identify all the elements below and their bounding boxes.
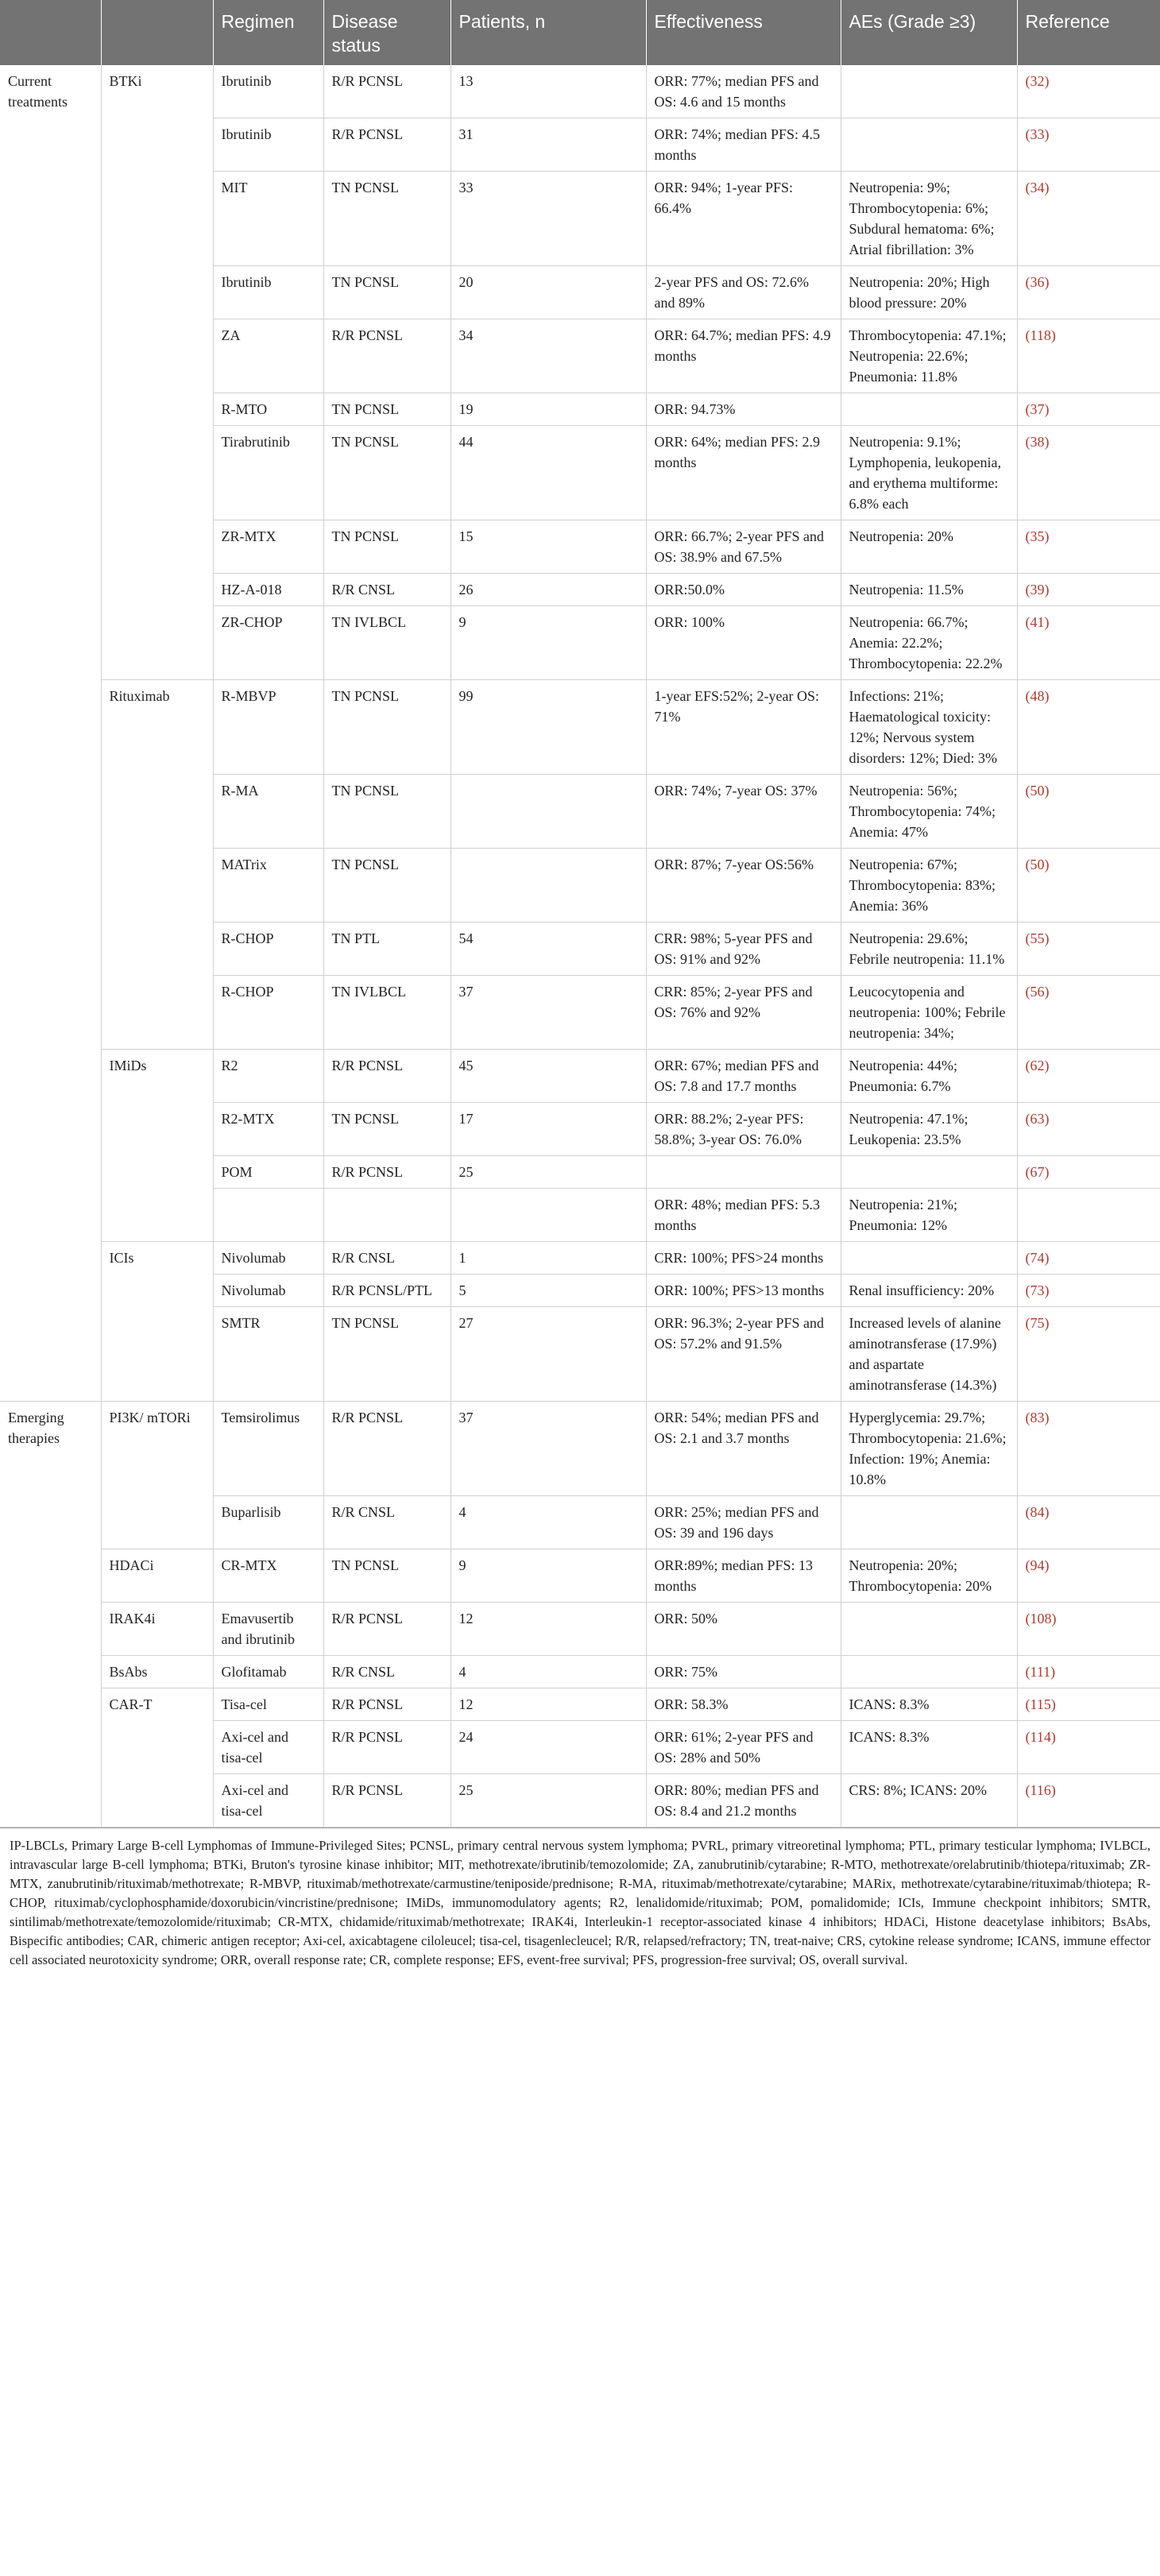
category-cell — [0, 574, 101, 606]
category-cell — [0, 1307, 101, 1402]
category-cell — [0, 849, 101, 922]
category-cell — [0, 118, 101, 172]
category-cell — [0, 319, 101, 393]
regimen-cell: Emavusertib and ibrutinib — [213, 1603, 323, 1656]
patients-cell — [450, 849, 646, 922]
table-row — [0, 976, 1160, 1050]
patients-cell: 5 — [450, 1274, 646, 1307]
disease-status-cell: R/R PCNSL/PTL — [323, 1274, 450, 1307]
effectiveness-cell: ORR: 94%; 1-year PFS: 66.4% — [646, 172, 841, 266]
drug-class-cell — [101, 976, 213, 1050]
regimen-cell: R-MTO — [213, 393, 323, 426]
disease-status-cell: TN PTL — [323, 922, 450, 976]
aes-cell — [841, 65, 1017, 118]
table-row — [0, 393, 1160, 426]
category-cell — [0, 1688, 101, 1721]
patients-cell: 13 — [450, 65, 646, 118]
regimen-cell: Glofitamab — [213, 1656, 323, 1688]
effectiveness-cell — [646, 1156, 841, 1189]
reference-cell: (41) — [1017, 606, 1160, 680]
disease-status-cell — [323, 1189, 450, 1242]
aes-cell — [841, 393, 1017, 426]
effectiveness-cell: ORR: 64.7%; median PFS: 4.9 months — [646, 319, 841, 393]
disease-status-cell: R/R PCNSL — [323, 1603, 450, 1656]
aes-cell: Infections: 21%; Haematological toxicity: 12%; Nervous system disorders: 12%; Died: 3% — [841, 680, 1017, 775]
disease-status-cell: TN PCNSL — [323, 426, 450, 520]
drug-class-cell: BTKi — [101, 65, 213, 118]
aes-cell: Leucocytopenia and neutropenia: 100%; Febrile neutropenia: 34%; — [841, 976, 1017, 1050]
table-row — [0, 1156, 1160, 1189]
effectiveness-cell: ORR: 54%; median PFS and OS: 2.1 and 3.7 months — [646, 1402, 841, 1496]
disease-status-cell: TN PCNSL — [323, 393, 450, 426]
reference-cell: (55) — [1017, 922, 1160, 976]
effectiveness-cell: 2-year PFS and OS: 72.6% and 89% — [646, 266, 841, 319]
regimen-cell: Nivolumab — [213, 1242, 323, 1274]
reference-cell: (35) — [1017, 520, 1160, 574]
drug-class-cell — [101, 574, 213, 606]
table-row — [0, 1307, 1160, 1402]
table-row — [0, 1721, 1160, 1774]
regimen-cell: SMTR — [213, 1307, 323, 1402]
disease-status-cell: R/R PCNSL — [323, 1402, 450, 1496]
aes-cell: Neutropenia: 29.6%; Febrile neutropenia: 11.1% — [841, 922, 1017, 976]
regimen-cell: HZ-A-018 — [213, 574, 323, 606]
patients-cell: 34 — [450, 319, 646, 393]
disease-status-cell: TN PCNSL — [323, 172, 450, 266]
reference-cell: (32) — [1017, 65, 1160, 118]
disease-status-cell: R/R CNSL — [323, 1656, 450, 1688]
category-cell — [0, 1050, 101, 1103]
effectiveness-cell: ORR: 88.2%; 2-year PFS: 58.8%; 3-year OS: 76.0% — [646, 1103, 841, 1156]
aes-cell — [841, 1496, 1017, 1549]
table-row — [0, 65, 1160, 118]
disease-status-cell: TN PCNSL — [323, 1549, 450, 1603]
patients-cell: 24 — [450, 1721, 646, 1774]
regimen-cell: MIT — [213, 172, 323, 266]
category-cell: Current treatments — [0, 65, 101, 118]
category-cell — [0, 922, 101, 976]
reference-cell: (62) — [1017, 1050, 1160, 1103]
regimen-cell: Ibrutinib — [213, 118, 323, 172]
effectiveness-cell: ORR: 100%; PFS>13 months — [646, 1274, 841, 1307]
reference-cell: (111) — [1017, 1656, 1160, 1688]
drug-class-cell — [101, 426, 213, 520]
disease-status-cell: TN IVLBCL — [323, 976, 450, 1050]
patients-cell: 12 — [450, 1688, 646, 1721]
category-cell — [0, 606, 101, 680]
disease-status-cell: TN PCNSL — [323, 520, 450, 574]
regimen-cell: R-MA — [213, 775, 323, 849]
regimen-cell: Buparlisib — [213, 1496, 323, 1549]
aes-cell: Increased levels of alanine aminotransferase (17.9%) and aspartate aminotransferase (14.3%) — [841, 1307, 1017, 1402]
reference-cell: (56) — [1017, 976, 1160, 1050]
header-aes: AEs (Grade ≥3) — [841, 0, 1017, 65]
effectiveness-cell: ORR: 96.3%; 2-year PFS and OS: 57.2% and 91.5% — [646, 1307, 841, 1402]
aes-cell: Neutropenia: 9.1%; Lymphopenia, leukopenia, and erythema multiforme: 6.8% each — [841, 426, 1017, 520]
patients-cell — [450, 1189, 646, 1242]
drug-class-cell: ICIs — [101, 1242, 213, 1274]
category-cell — [0, 1549, 101, 1603]
regimen-cell: ZR-CHOP — [213, 606, 323, 680]
drug-class-cell: IMiDs — [101, 1050, 213, 1103]
effectiveness-cell: ORR: 87%; 7-year OS:56% — [646, 849, 841, 922]
patients-cell: 9 — [450, 1549, 646, 1603]
reference-cell: (63) — [1017, 1103, 1160, 1156]
regimen-cell: Tisa-cel — [213, 1688, 323, 1721]
disease-status-cell: R/R PCNSL — [323, 1721, 450, 1774]
effectiveness-cell: ORR: 100% — [646, 606, 841, 680]
regimen-cell: ZA — [213, 319, 323, 393]
reference-cell: (34) — [1017, 172, 1160, 266]
patients-cell: 17 — [450, 1103, 646, 1156]
drug-class-cell — [101, 1156, 213, 1189]
regimen-cell: CR-MTX — [213, 1549, 323, 1603]
category-cell — [0, 976, 101, 1050]
drug-class-cell — [101, 393, 213, 426]
reference-cell — [1017, 1189, 1160, 1242]
category-cell — [0, 1603, 101, 1656]
table-footnote: IP-LBCLs, Primary Large B-cell Lymphomas of Immune-Privileged Sites; PCNSL, primary central nervous system lymphoma; PVRL, primary vitreoretinal lymphoma; PTL, primary testicular lymphoma; IVLBCL, intravascular large B-cell lymphoma; BTKi, Bruton's tyrosine kinase inhibitor; MIT, methotrexate/ibrutinib/temozolomide; ZA, zanubrutinib/cytarabine; R-MTO, methotrexate/orelabrutinib/thiotepa/rituximab; ZR-MTX, zanubrutinib/rituximab/methotrexate; R-MBVP, rituximab/methotrexate/carmustine/teniposide/prednisone; R-MA, rituximab/methotrexate/cytarabine; MARix, methotrexate/cytarabine/rituximab/thiotepa; R-CHOP, rituximab/cyclophosphamide/doxorubicin/vincristine/prednisone; IMiDs, immunomodulatory agents; R2, lenalidomide/rituximab; POM, pomalidomide; ICIs, Immune checkpoint inhibitors; SMTR, sintilimab/methotrexate/temozolomide/rituximab; CR-MTX, chidamide/rituximab/methotrexate; IRAK4i, Interleukin-1 receptor-associated kinase 4 inhibitors; HDACi, Histone deacetylase inhibitors; BsAbs, Bispecific antibodies; CAR, chimeric antigen receptor; Axi-cel, axicabtagene ciloleucel; tisa-cel, tisagenlecleucel; R/R, relapsed/refractory; TN, treat-naive; CRS, cytokine release syndrome; ICANS, immune effector cell associated neurotoxicity syndrome; ORR, overall response rate; CR, complete response; EFS, event-free survival; PFS, progression-free survival; OS, overall survival. — [0, 1828, 1160, 1970]
regimen-cell: ZR-MTX — [213, 520, 323, 574]
effectiveness-cell: ORR: 75% — [646, 1656, 841, 1688]
header-effectiveness: Effectiveness — [646, 0, 841, 65]
reference-cell: (83) — [1017, 1402, 1160, 1496]
drug-class-cell — [101, 266, 213, 319]
regimen-cell: POM — [213, 1156, 323, 1189]
effectiveness-cell: CRR: 85%; 2-year PFS and OS: 76% and 92% — [646, 976, 841, 1050]
header-regimen: Regimen — [213, 0, 323, 65]
table-row — [0, 1050, 1160, 1103]
aes-cell: Renal insufficiency: 20% — [841, 1274, 1017, 1307]
drug-class-cell — [101, 1496, 213, 1549]
drug-class-cell: Rituximab — [101, 680, 213, 775]
aes-cell: Neutropenia: 11.5% — [841, 574, 1017, 606]
aes-cell: Neutropenia: 56%; Thrombocytopenia: 74%; Anemia: 47% — [841, 775, 1017, 849]
category-cell — [0, 1156, 101, 1189]
patients-cell: 31 — [450, 118, 646, 172]
disease-status-cell: R/R CNSL — [323, 1496, 450, 1549]
category-cell — [0, 1274, 101, 1307]
aes-cell: ICANS: 8.3% — [841, 1721, 1017, 1774]
category-cell: Emerging therapies — [0, 1402, 101, 1496]
patients-cell: 27 — [450, 1307, 646, 1402]
table-row — [0, 520, 1160, 574]
reference-cell: (38) — [1017, 426, 1160, 520]
reference-cell: (75) — [1017, 1307, 1160, 1402]
patients-cell: 4 — [450, 1656, 646, 1688]
drug-class-cell: HDACi — [101, 1549, 213, 1603]
disease-status-cell: TN PCNSL — [323, 775, 450, 849]
aes-cell: Neutropenia: 9%; Thrombocytopenia: 6%; Subdural hematoma: 6%; Atrial fibrillation: 3% — [841, 172, 1017, 266]
table-row — [0, 606, 1160, 680]
regimen-cell: Ibrutinib — [213, 65, 323, 118]
category-cell — [0, 1242, 101, 1274]
disease-status-cell: R/R CNSL — [323, 574, 450, 606]
effectiveness-cell: 1-year EFS:52%; 2-year OS: 71% — [646, 680, 841, 775]
regimen-cell: Axi-cel and tisa-cel — [213, 1721, 323, 1774]
header-patients: Patients, n — [450, 0, 646, 65]
regimen-cell: Ibrutinib — [213, 266, 323, 319]
category-cell — [0, 426, 101, 520]
table-row — [0, 922, 1160, 976]
patients-cell — [450, 775, 646, 849]
disease-status-cell: R/R PCNSL — [323, 1688, 450, 1721]
table-row — [0, 118, 1160, 172]
regimen-cell: R2 — [213, 1050, 323, 1103]
disease-status-cell: TN IVLBCL — [323, 606, 450, 680]
drug-class-cell — [101, 849, 213, 922]
table-row — [0, 849, 1160, 922]
category-cell — [0, 266, 101, 319]
category-cell — [0, 393, 101, 426]
effectiveness-cell: ORR: 66.7%; 2-year PFS and OS: 38.9% and 67.5% — [646, 520, 841, 574]
drug-class-cell — [101, 1721, 213, 1774]
category-cell — [0, 1721, 101, 1774]
disease-status-cell: TN PCNSL — [323, 1103, 450, 1156]
patients-cell: 44 — [450, 426, 646, 520]
aes-cell — [841, 1603, 1017, 1656]
effectiveness-cell: ORR: 61%; 2-year PFS and OS: 28% and 50% — [646, 1721, 841, 1774]
patients-cell: 54 — [450, 922, 646, 976]
drug-class-cell: BsAbs — [101, 1656, 213, 1688]
patients-cell: 37 — [450, 976, 646, 1050]
table-row — [0, 1549, 1160, 1603]
table-row — [0, 319, 1160, 393]
table-row — [0, 1402, 1160, 1496]
effectiveness-cell: ORR: 80%; median PFS and OS: 8.4 and 21.2 months — [646, 1774, 841, 1828]
drug-class-cell — [101, 922, 213, 976]
header-disease-status: Disease status — [323, 0, 450, 65]
category-cell — [0, 1103, 101, 1156]
category-cell — [0, 775, 101, 849]
reference-cell: (33) — [1017, 118, 1160, 172]
drug-class-cell — [101, 1274, 213, 1307]
patients-cell: 99 — [450, 680, 646, 775]
table-row — [0, 1242, 1160, 1274]
category-cell — [0, 680, 101, 775]
category-cell — [0, 1496, 101, 1549]
aes-cell: Neutropenia: 66.7%; Anemia: 22.2%; Thrombocytopenia: 22.2% — [841, 606, 1017, 680]
aes-cell: ICANS: 8.3% — [841, 1688, 1017, 1721]
table-row — [0, 1774, 1160, 1828]
aes-cell: Neutropenia: 67%; Thrombocytopenia: 83%; Anemia: 36% — [841, 849, 1017, 922]
table-row — [0, 1274, 1160, 1307]
drug-class-cell — [101, 775, 213, 849]
regimen-cell — [213, 1189, 323, 1242]
drug-class-cell: IRAK4i — [101, 1603, 213, 1656]
table-header-row — [0, 0, 1160, 65]
patients-cell: 1 — [450, 1242, 646, 1274]
reference-cell: (94) — [1017, 1549, 1160, 1603]
header-category — [0, 0, 101, 65]
table-row — [0, 1603, 1160, 1656]
category-cell — [0, 1189, 101, 1242]
drug-class-cell: CAR-T — [101, 1688, 213, 1721]
table-row — [0, 172, 1160, 266]
table-row — [0, 1189, 1160, 1242]
reference-cell: (74) — [1017, 1242, 1160, 1274]
header-reference: Reference — [1017, 0, 1160, 65]
effectiveness-cell: ORR:89%; median PFS: 13 months — [646, 1549, 841, 1603]
table-row — [0, 680, 1160, 775]
reference-cell: (108) — [1017, 1603, 1160, 1656]
aes-cell: Neutropenia: 21%; Pneumonia: 12% — [841, 1189, 1017, 1242]
aes-cell: Neutropenia: 20%; Thrombocytopenia: 20% — [841, 1549, 1017, 1603]
table-body — [0, 65, 1160, 1828]
effectiveness-cell: ORR: 50% — [646, 1603, 841, 1656]
effectiveness-cell: ORR: 58.3% — [646, 1688, 841, 1721]
patients-cell: 4 — [450, 1496, 646, 1549]
regimen-cell: Tirabrutinib — [213, 426, 323, 520]
aes-cell: Thrombocytopenia: 47.1%; Neutropenia: 22.6%; Pneumonia: 11.8% — [841, 319, 1017, 393]
drug-class-cell — [101, 1774, 213, 1828]
aes-cell: CRS: 8%; ICANS: 20% — [841, 1774, 1017, 1828]
effectiveness-cell: CRR: 98%; 5-year PFS and OS: 91% and 92% — [646, 922, 841, 976]
drug-class-cell — [101, 520, 213, 574]
effectiveness-cell: ORR: 77%; median PFS and OS: 4.6 and 15 months — [646, 65, 841, 118]
drug-class-cell — [101, 1307, 213, 1402]
reference-cell: (36) — [1017, 266, 1160, 319]
patients-cell: 20 — [450, 266, 646, 319]
category-cell — [0, 172, 101, 266]
aes-cell — [841, 1656, 1017, 1688]
drug-class-cell — [101, 118, 213, 172]
reference-cell: (73) — [1017, 1274, 1160, 1307]
regimen-cell: R2-MTX — [213, 1103, 323, 1156]
disease-status-cell: R/R PCNSL — [323, 1774, 450, 1828]
aes-cell — [841, 118, 1017, 172]
regimen-cell: R-CHOP — [213, 976, 323, 1050]
reference-cell: (48) — [1017, 680, 1160, 775]
regimen-cell: MATrix — [213, 849, 323, 922]
aes-cell: Neutropenia: 20%; High blood pressure: 20% — [841, 266, 1017, 319]
header-drug-class — [101, 0, 213, 65]
reference-cell: (114) — [1017, 1721, 1160, 1774]
drug-class-cell: PI3K/ mTORi — [101, 1402, 213, 1496]
regimen-cell: Nivolumab — [213, 1274, 323, 1307]
disease-status-cell: TN PCNSL — [323, 849, 450, 922]
reference-cell: (37) — [1017, 393, 1160, 426]
drug-class-cell — [101, 1189, 213, 1242]
patients-cell: 12 — [450, 1603, 646, 1656]
disease-status-cell: R/R PCNSL — [323, 1050, 450, 1103]
patients-cell: 9 — [450, 606, 646, 680]
effectiveness-cell: CRR: 100%; PFS>24 months — [646, 1242, 841, 1274]
drug-class-cell — [101, 172, 213, 266]
patients-cell: 26 — [450, 574, 646, 606]
patients-cell: 19 — [450, 393, 646, 426]
aes-cell: Neutropenia: 44%; Pneumonia: 6.7% — [841, 1050, 1017, 1103]
category-cell — [0, 1774, 101, 1828]
effectiveness-cell: ORR: 48%; median PFS: 5.3 months — [646, 1189, 841, 1242]
patients-cell: 25 — [450, 1156, 646, 1189]
reference-cell: (39) — [1017, 574, 1160, 606]
reference-cell: (50) — [1017, 849, 1160, 922]
patients-cell: 33 — [450, 172, 646, 266]
effectiveness-cell: ORR: 94.73% — [646, 393, 841, 426]
table-row — [0, 1103, 1160, 1156]
regimen-cell: Axi-cel and tisa-cel — [213, 1774, 323, 1828]
aes-cell — [841, 1242, 1017, 1274]
drug-class-cell — [101, 1103, 213, 1156]
disease-status-cell: TN PCNSL — [323, 680, 450, 775]
drug-class-cell — [101, 606, 213, 680]
regimen-cell: Temsirolimus — [213, 1402, 323, 1496]
disease-status-cell: R/R PCNSL — [323, 1156, 450, 1189]
patients-cell: 25 — [450, 1774, 646, 1828]
effectiveness-cell: ORR: 74%; 7-year OS: 37% — [646, 775, 841, 849]
disease-status-cell: R/R PCNSL — [323, 118, 450, 172]
disease-status-cell: TN PCNSL — [323, 1307, 450, 1402]
drug-class-cell — [101, 319, 213, 393]
table-row — [0, 266, 1160, 319]
disease-status-cell: R/R PCNSL — [323, 319, 450, 393]
aes-cell: Neutropenia: 47.1%; Leukopenia: 23.5% — [841, 1103, 1017, 1156]
disease-status-cell: R/R PCNSL — [323, 65, 450, 118]
reference-cell: (50) — [1017, 775, 1160, 849]
table-row — [0, 426, 1160, 520]
reference-cell: (115) — [1017, 1688, 1160, 1721]
patients-cell: 45 — [450, 1050, 646, 1103]
effectiveness-cell: ORR: 67%; median PFS and OS: 7.8 and 17.7 months — [646, 1050, 841, 1103]
disease-status-cell: R/R CNSL — [323, 1242, 450, 1274]
disease-status-cell: TN PCNSL — [323, 266, 450, 319]
table-row — [0, 1688, 1160, 1721]
aes-cell: Neutropenia: 20% — [841, 520, 1017, 574]
aes-cell: Hyperglycemia: 29.7%; Thrombocytopenia: 21.6%; Infection: 19%; Anemia: 10.8% — [841, 1402, 1017, 1496]
table-row — [0, 1496, 1160, 1549]
effectiveness-cell: ORR: 64%; median PFS: 2.9 months — [646, 426, 841, 520]
reference-cell: (67) — [1017, 1156, 1160, 1189]
aes-cell — [841, 1156, 1017, 1189]
patients-cell: 37 — [450, 1402, 646, 1496]
table-row — [0, 775, 1160, 849]
reference-cell: (118) — [1017, 319, 1160, 393]
patients-cell: 15 — [450, 520, 646, 574]
effectiveness-cell: ORR:50.0% — [646, 574, 841, 606]
regimen-cell: R-MBVP — [213, 680, 323, 775]
table-row — [0, 1656, 1160, 1688]
category-cell — [0, 1656, 101, 1688]
reference-cell: (116) — [1017, 1774, 1160, 1828]
reference-cell: (84) — [1017, 1496, 1160, 1549]
regimen-cell: R-CHOP — [213, 922, 323, 976]
category-cell — [0, 520, 101, 574]
effectiveness-cell: ORR: 25%; median PFS and OS: 39 and 196 days — [646, 1496, 841, 1549]
table-row — [0, 574, 1160, 606]
effectiveness-cell: ORR: 74%; median PFS: 4.5 months — [646, 118, 841, 172]
